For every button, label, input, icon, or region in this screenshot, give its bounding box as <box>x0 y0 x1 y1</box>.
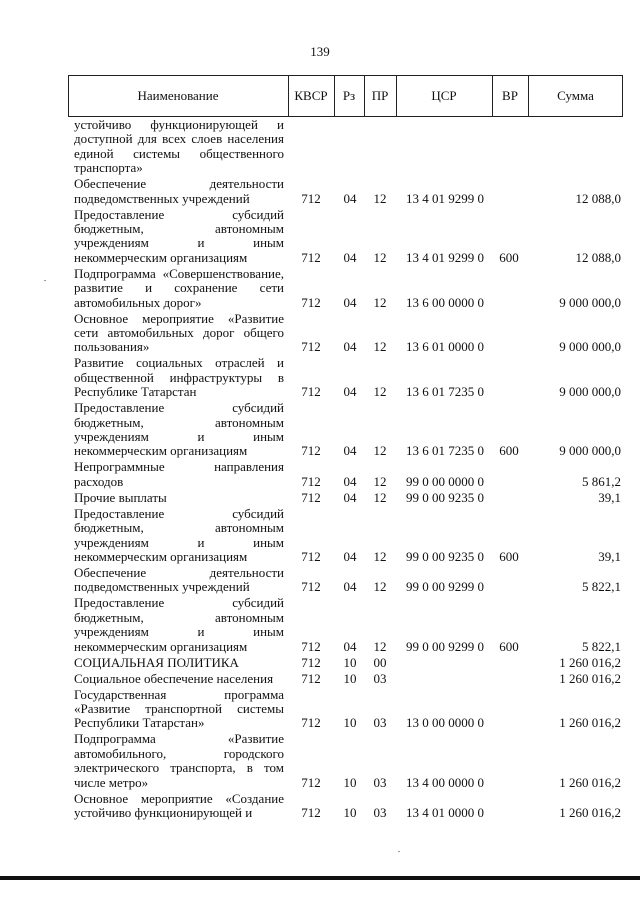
cell-sum: 9 000 000,0 <box>559 443 621 459</box>
table-row <box>0 491 640 505</box>
row-name-line: развитие и сохранение сети <box>74 280 284 296</box>
row-name-line: учреждениям и иным <box>74 624 284 640</box>
row-name <box>74 312 284 355</box>
table-row <box>0 507 640 565</box>
row-name <box>74 792 284 821</box>
row-name-line: Подпрограмма «Совершенствование, <box>74 265 284 281</box>
cell-pr: 12 <box>373 489 387 505</box>
cell-kvsr: 712 <box>301 654 321 670</box>
cell-sum: 9 000 000,0 <box>559 384 621 400</box>
row-name-line: бюджетным, автономным <box>74 520 284 536</box>
cell-rz: 04 <box>343 473 357 489</box>
cell-vr: 600 <box>499 249 519 265</box>
cell-kvsr: 712 <box>301 489 321 505</box>
row-name-line: Основное мероприятие «Создание <box>74 790 284 806</box>
row-name-line: подведомственных учреждений <box>74 190 250 206</box>
table-row <box>0 208 640 266</box>
row-name <box>74 688 284 731</box>
cell-sum: 5 861,2 <box>582 473 621 489</box>
table-row <box>0 177 640 206</box>
header-pr: ПР <box>371 88 389 103</box>
cell-csr: 13 4 01 9299 0 <box>406 190 484 206</box>
scan-speck <box>44 280 46 281</box>
table-row <box>0 672 640 686</box>
cell-vr: 600 <box>499 443 519 459</box>
table-row <box>0 656 640 670</box>
cell-pr: 00 <box>373 654 387 670</box>
cell-csr: 99 0 00 0000 0 <box>406 473 484 489</box>
row-name-line: числе метро» <box>74 774 149 790</box>
row-name <box>74 401 284 459</box>
cell-pr: 12 <box>373 384 387 400</box>
cell-pr: 03 <box>373 804 387 820</box>
table-row <box>0 312 640 355</box>
cell-rz: 04 <box>343 339 357 355</box>
header-kvsr: КВСР <box>294 88 328 103</box>
row-name-line: Прочие выплаты <box>74 489 167 505</box>
cell-sum: 1 260 016,2 <box>559 804 621 820</box>
row-name-line: расходов <box>74 473 124 489</box>
page-number: 139 <box>310 44 330 59</box>
table-row <box>0 356 640 399</box>
cell-csr: 13 4 01 9299 0 <box>406 249 484 265</box>
cell-pr: 12 <box>373 249 387 265</box>
cell-rz: 04 <box>343 489 357 505</box>
row-name-line: Предоставление субсидий <box>74 206 284 222</box>
row-name-line: Предоставление субсидий <box>74 400 284 416</box>
row-name-line: сети автомобильных дорог общего <box>74 325 284 340</box>
row-name-line: Республике Татарстан <box>74 384 197 400</box>
row-name-line: учреждениям и иным <box>74 534 284 550</box>
cell-pr: 12 <box>373 294 387 310</box>
cell-rz: 10 <box>343 670 357 686</box>
row-name-line: некоммерческим организациям <box>74 443 248 459</box>
cell-sum: 1 260 016,2 <box>559 715 621 731</box>
cell-kvsr: 712 <box>301 294 321 310</box>
cell-kvsr: 712 <box>301 638 321 654</box>
row-name <box>74 732 284 790</box>
row-name <box>74 177 284 206</box>
row-name-line: Обеспечение деятельности <box>74 176 284 192</box>
table-row <box>0 460 640 489</box>
cell-pr: 12 <box>373 190 387 206</box>
row-name-line: Государственная программа <box>74 686 284 702</box>
cell-kvsr: 712 <box>301 579 321 595</box>
cell-rz: 04 <box>343 294 357 310</box>
header-name: Наименование <box>137 88 219 103</box>
row-name-line: некоммерческим организациям <box>74 549 248 565</box>
row-name-line: Предоставление субсидий <box>74 595 284 611</box>
header-csr: ЦСР <box>431 88 457 103</box>
row-name-line: подведомственных учреждений <box>74 579 250 595</box>
cell-kvsr: 712 <box>301 715 321 731</box>
row-name-line: транспорта» <box>74 160 143 176</box>
row-name-line: Предоставление субсидий <box>74 505 284 521</box>
cell-pr: 12 <box>373 548 387 564</box>
row-name-line: автомобильного, городского <box>74 745 284 761</box>
scan-speck <box>398 851 400 852</box>
row-name <box>74 460 284 489</box>
row-name-line: Подпрограмма «Развитие <box>74 731 284 747</box>
cell-csr: 13 4 01 0000 0 <box>406 804 484 820</box>
cell-pr: 12 <box>373 473 387 489</box>
cell-kvsr: 712 <box>301 804 321 820</box>
cell-sum: 5 822,1 <box>582 579 621 595</box>
cell-csr: 13 6 01 0000 0 <box>406 339 484 355</box>
cell-csr: 13 4 00 0000 0 <box>406 774 484 790</box>
cell-sum: 1 260 016,2 <box>559 670 621 686</box>
table-row <box>0 566 640 595</box>
cell-csr: 99 0 00 9235 0 <box>406 489 484 505</box>
row-name-line: Развитие социальных отраслей и <box>74 355 284 371</box>
cell-csr: 99 0 00 9299 0 <box>406 579 484 595</box>
cell-rz: 10 <box>343 774 357 790</box>
scan-border <box>0 876 640 880</box>
row-name-line: Обеспечение деятельности <box>74 565 284 580</box>
cell-sum: 1 260 016,2 <box>559 654 621 670</box>
cell-sum: 39,1 <box>598 489 621 505</box>
row-name <box>74 656 284 670</box>
row-name-line: автомобильных дорог» <box>74 294 202 310</box>
row-name <box>74 267 284 310</box>
row-name-line: устойчиво функционирующей и <box>74 117 284 132</box>
row-name-line: Социальное обеспечение населения <box>74 670 274 686</box>
cell-rz: 04 <box>343 249 357 265</box>
cell-rz: 10 <box>343 715 357 731</box>
row-name-line: доступной для всех слоев населения <box>74 131 284 147</box>
table-row <box>0 401 640 459</box>
cell-vr: 600 <box>499 548 519 564</box>
row-name-line: бюджетным, автономным <box>74 221 284 236</box>
cell-sum: 1 260 016,2 <box>559 774 621 790</box>
cell-sum: 12 088,0 <box>575 190 621 206</box>
cell-rz: 04 <box>343 548 357 564</box>
cell-sum: 5 822,1 <box>582 638 621 654</box>
cell-sum: 9 000 000,0 <box>559 294 621 310</box>
header-rz: Рз <box>342 88 356 103</box>
row-name-line: некоммерческим организациям <box>74 249 248 265</box>
cell-pr: 03 <box>373 670 387 686</box>
cell-csr: 13 6 01 7235 0 <box>406 384 484 400</box>
cell-rz: 04 <box>343 443 357 459</box>
cell-csr: 99 0 00 9299 0 <box>406 638 484 654</box>
row-name-line: Республики Татарстан» <box>74 715 205 731</box>
row-name <box>74 672 284 686</box>
table-row <box>0 267 640 310</box>
header-sum: Сумма <box>557 88 594 103</box>
row-name-line: «Развитие транспортной системы <box>74 701 284 716</box>
row-name <box>74 507 284 565</box>
cell-sum: 12 088,0 <box>575 249 621 265</box>
cell-pr: 12 <box>373 443 387 459</box>
cell-rz: 04 <box>343 190 357 206</box>
cell-csr: 99 0 00 9235 0 <box>406 548 484 564</box>
cell-csr: 13 6 00 0000 0 <box>406 294 484 310</box>
cell-pr: 12 <box>373 638 387 654</box>
cell-pr: 12 <box>373 339 387 355</box>
row-name <box>74 596 284 654</box>
cell-kvsr: 712 <box>301 339 321 355</box>
row-name-line: Основное мероприятие «Развитие <box>74 310 284 326</box>
row-name-line: некоммерческим организациям <box>74 638 248 654</box>
cell-kvsr: 712 <box>301 190 321 206</box>
cell-rz: 04 <box>343 384 357 400</box>
cell-rz: 10 <box>343 654 357 670</box>
row-name-line: Непрограммные направления <box>74 459 284 475</box>
row-name-line: учреждениям и иным <box>74 235 284 251</box>
header-vr: ВР <box>502 88 518 103</box>
row-name-line: устойчиво функционирующей и <box>74 805 253 820</box>
row-name-line: общественной инфраструктуры в <box>74 369 284 385</box>
cell-kvsr: 712 <box>301 443 321 459</box>
row-name-line: бюджетным, автономным <box>74 414 284 430</box>
cell-kvsr: 712 <box>301 384 321 400</box>
cell-kvsr: 712 <box>301 548 321 564</box>
row-name <box>74 491 284 505</box>
table-row <box>0 596 640 654</box>
cell-vr: 600 <box>499 638 519 654</box>
cell-csr: 13 6 01 7235 0 <box>406 443 484 459</box>
cell-rz: 04 <box>343 579 357 595</box>
row-name-line: бюджетным, автономным <box>74 609 284 625</box>
cell-pr: 12 <box>373 579 387 595</box>
row-name-line: единой системы общественного <box>74 145 284 161</box>
cell-pr: 03 <box>373 715 387 731</box>
row-name <box>74 566 284 595</box>
row-name <box>74 356 284 399</box>
row-name-line: СОЦИАЛЬНАЯ ПОЛИТИКА <box>74 654 239 670</box>
cell-kvsr: 712 <box>301 473 321 489</box>
cell-kvsr: 712 <box>301 774 321 790</box>
cell-csr: 13 0 00 0000 0 <box>406 715 484 731</box>
cell-sum: 9 000 000,0 <box>559 339 621 355</box>
row-name-line: электрического транспорта, в том <box>74 760 284 776</box>
row-name-line: пользования» <box>74 339 150 355</box>
table-row <box>0 732 640 790</box>
table-row <box>0 792 640 821</box>
cell-rz: 04 <box>343 638 357 654</box>
table-row <box>0 118 640 176</box>
cell-rz: 10 <box>343 804 357 820</box>
row-name-line: учреждениям и иным <box>74 429 284 444</box>
cell-kvsr: 712 <box>301 670 321 686</box>
cell-kvsr: 712 <box>301 249 321 265</box>
cell-pr: 03 <box>373 774 387 790</box>
row-name <box>74 118 284 176</box>
table-row <box>0 688 640 731</box>
cell-sum: 39,1 <box>598 548 621 564</box>
row-name <box>74 208 284 266</box>
